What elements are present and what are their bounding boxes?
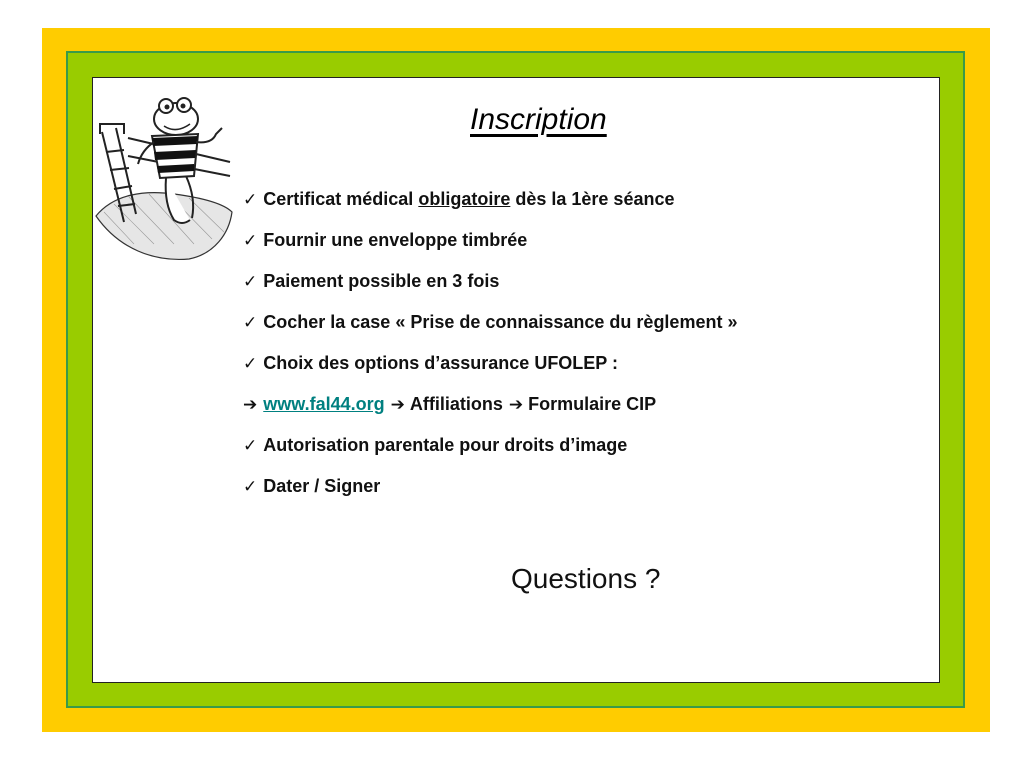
- item-text: dès la 1ère séance: [515, 189, 675, 209]
- list-item-link: [243, 391, 737, 432]
- check-icon: ✓: [243, 436, 258, 455]
- check-icon: ✓: [243, 190, 258, 209]
- check-icon: ✓: [243, 477, 258, 496]
- list-item-enveloppe: [243, 227, 737, 268]
- item-emphasis: obligatoire: [418, 189, 511, 209]
- closing-questions: Questions ?: [511, 563, 661, 594]
- arrow-right-icon: ➔: [508, 395, 524, 414]
- check-icon: ✓: [243, 354, 258, 373]
- item-text: Cocher la case « Prise de connaissance du règlement »: [263, 312, 738, 332]
- list-item-paiement: [243, 268, 737, 309]
- fal44-link[interactable]: www.fal44.org: [263, 394, 385, 414]
- frog-illustration: [94, 94, 234, 262]
- item-text: Fournir une enveloppe timbrée: [263, 230, 528, 250]
- list-item-certificat: [243, 186, 737, 227]
- list-item-reglement: [243, 309, 737, 350]
- item-text: Dater / Signer: [263, 476, 381, 496]
- check-icon: ✓: [243, 313, 258, 332]
- requirements-list: [243, 186, 737, 514]
- item-text: Paiement possible en 3 fois: [263, 271, 500, 291]
- item-text: Choix des options d’assurance UFOLEP :: [263, 353, 618, 373]
- item-text: Certificat médical: [263, 189, 414, 209]
- slide-title: Inscription: [470, 103, 607, 136]
- item-text: Affiliations: [409, 394, 503, 414]
- list-item-signer: [243, 473, 737, 514]
- list-item-assurance: [243, 350, 737, 391]
- list-item-autorisation: [243, 432, 737, 473]
- arrow-right-icon: ➔: [390, 395, 405, 414]
- item-text: Formulaire CIP: [528, 394, 657, 414]
- arrow-right-icon: ➔: [243, 395, 258, 414]
- item-text: Autorisation parentale pour droits d’image: [263, 435, 628, 455]
- check-icon: ✓: [243, 231, 258, 250]
- check-icon: ✓: [243, 272, 258, 291]
